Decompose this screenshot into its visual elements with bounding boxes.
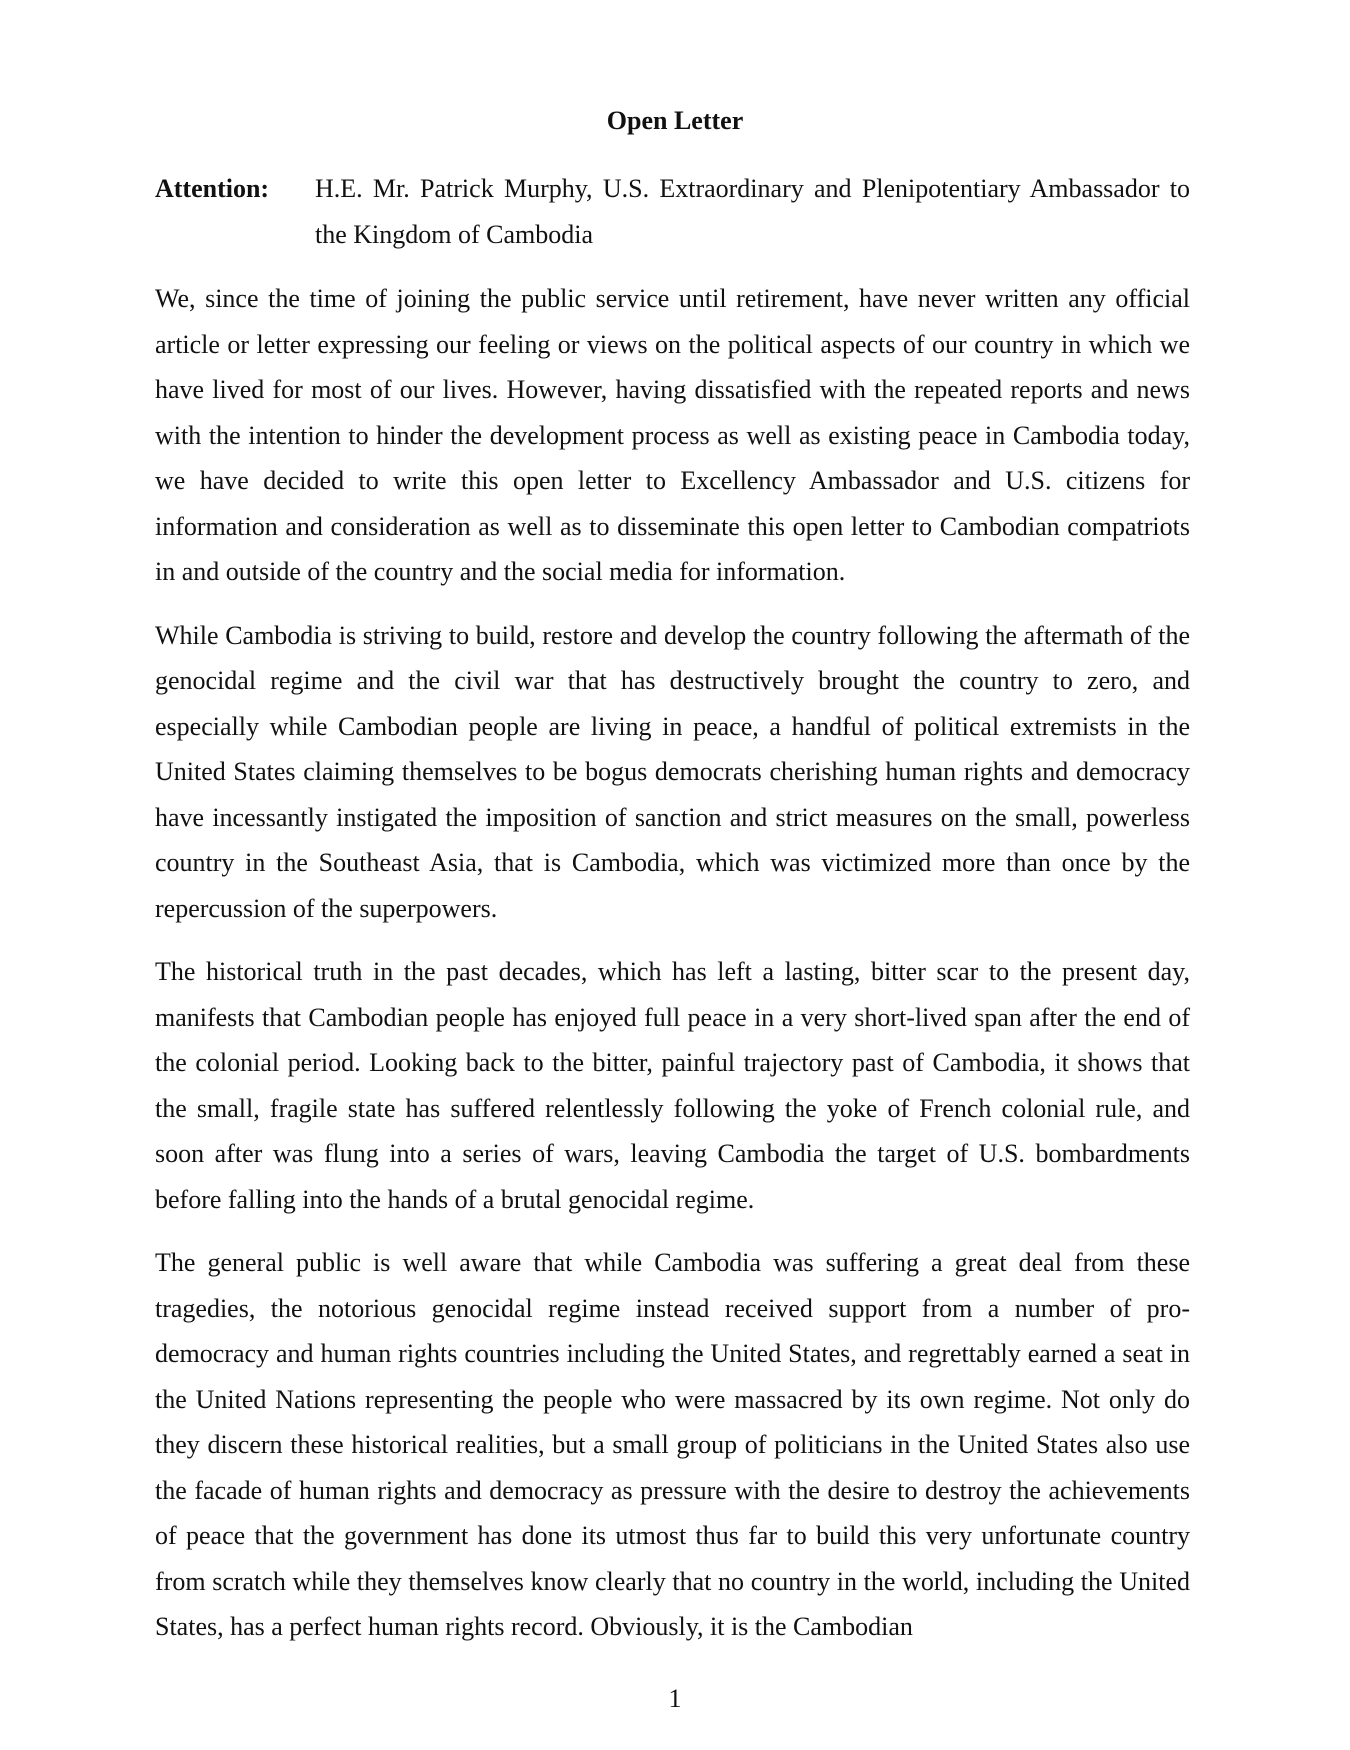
paragraph: While Cambodia is striving to build, restore and develop the country following the aftermath of the genocidal regime and the civil war that has destructively brought the country to zero, and especially while Cambodian people are living in peace, a handful of political extremists in the United States claiming themselves to be bogus democrats cherishing human rights and democracy have incessantly instigated the imposition of sanction and strict measures on the small, powerless country in the Southeast Asia, that is Cambodia, which was victimized more than once by the repercussion of the superpowers.	[155, 620, 1190, 923]
paragraph: The historical truth in the past decades, which has left a lasting, bitter scar to the present day, manifests that Cambodian people has enjoyed full peace in a very short-lived span after the end of the colonial period. Looking back to the bitter, painful trajectory past of Cambodia, it shows that the small, fragile state has suffered relentlessly following the yoke of French colonial rule, and soon after was flung into a series of wars, leaving Cambodia the target of U.S. bombardments before falling into the hands of a brutal genocidal regime.	[155, 957, 1190, 1214]
attention-block	[155, 166, 1190, 258]
letter-body	[155, 276, 1190, 1668]
attention-recipient: H.E. Mr. Patrick Murphy, U.S. Extraordinary and Plenipotentiary Ambassador to the Kingdom of Cambodia	[315, 174, 1190, 249]
attention-label: Attention:	[155, 174, 270, 203]
document-title: Open Letter	[606, 106, 744, 135]
paragraph: The general public is well aware that while Cambodia was suffering a great deal from these tragedies, the notorious genocidal regime instead received support from a number of pro-democracy and human rights countries including the United States, and regrettably earned a seat in the United Nations representing the people who were massacred by its own regime. Not only do they discern these historical realities, but a small group of politicians in the United States also use the facade of human rights and democracy as pressure with the desire to destroy the achievements of peace that the government has done its utmost thus far to build this very unfortunate country from scratch while they themselves know clearly that no country in the world, including the United States, has a perfect human rights record. Obviously, it is the Cambodian	[155, 1248, 1190, 1641]
page-number: 1	[668, 1684, 682, 1713]
paragraph: We, since the time of joining the public service until retirement, have never written any official article or letter expressing our feeling or views on the political aspects of our country in which we have lived for most of our lives. However, having dissatisfied with the repeated reports and news with the intention to hinder the development process as well as existing peace in Cambodia today, we have decided to write this open letter to Excellency Ambassador and U.S. citizens for information and consideration as well as to disseminate this open letter to Cambodian compatriots in and outside of the country and the social media for information.	[155, 284, 1190, 586]
